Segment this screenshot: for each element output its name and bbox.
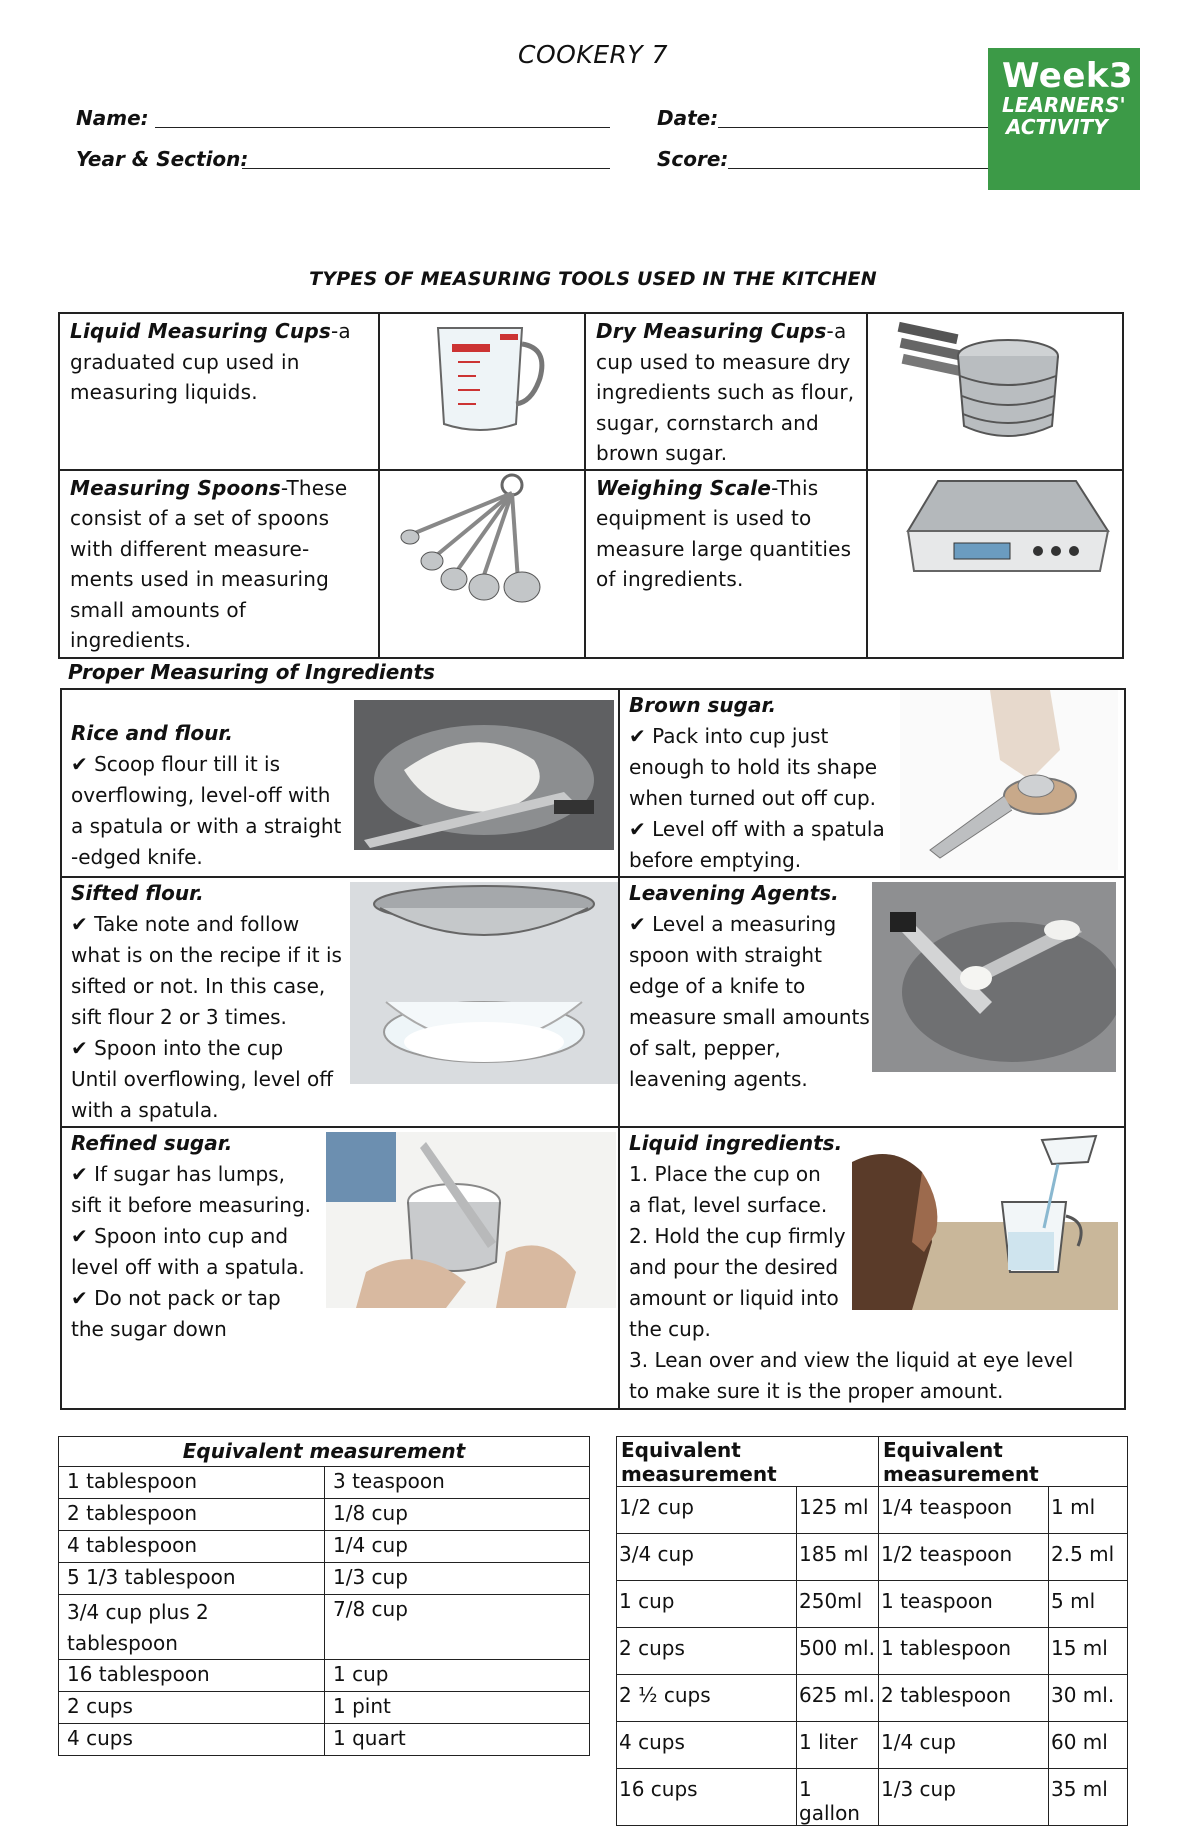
leavening-image (872, 882, 1116, 1072)
cell: 16 tablespoon (59, 1660, 325, 1692)
cell: 1 quart (325, 1724, 590, 1756)
cell: 5 1/3 tablespoon (59, 1563, 325, 1595)
table-row (59, 1467, 590, 1499)
page-title: COOKERY 7 (518, 40, 668, 69)
line: level off with a spatula. (71, 1255, 305, 1279)
line: to make sure it is the proper amount. (629, 1379, 1004, 1403)
line: 1. Place the cup on (629, 1162, 821, 1186)
refined-sugar-cell (61, 1127, 619, 1409)
cell: 1/4 cup (325, 1531, 590, 1563)
tool-weighing-scale (585, 470, 867, 658)
cell: 2 tablespoon (879, 1675, 1049, 1722)
equivalent-table-left (58, 1436, 590, 1756)
cell: 1/2 cup (617, 1487, 797, 1534)
tool-desc: -This equipment is used to measure large quantities of ingredients. (596, 475, 852, 591)
tool-desc: -a cup used to measure dry ingredients such as flour, sugar, cornstarch and brown sugar. (596, 319, 855, 465)
line: measure small amounts (629, 1005, 870, 1029)
cell: 1 teaspoon (879, 1581, 1049, 1628)
equivalent-table-right (616, 1436, 1128, 1826)
table-row (59, 1531, 590, 1563)
line: before emptying. (629, 848, 802, 872)
line: leavening agents. (629, 1067, 808, 1091)
tool-name: Liquid Measuring Cups (70, 319, 331, 343)
measuring-spoons-image (379, 470, 585, 658)
line: ✔ Spoon into the cup (71, 1036, 284, 1060)
line: edge of a knife to (629, 974, 806, 998)
cell: 30 ml. (1049, 1675, 1128, 1722)
cell: 4 cups (617, 1722, 797, 1769)
badge-week: Week3 (1002, 56, 1134, 96)
cell: 1 tablespoon (879, 1628, 1049, 1675)
table-row (59, 1660, 590, 1692)
cell: 7/8 cup (325, 1595, 590, 1660)
cell: 3/4 cup plus 2 tablespoon (59, 1595, 325, 1660)
table-row (617, 1628, 1128, 1675)
eq-left-header: Equivalent measurement (59, 1437, 590, 1467)
cell: 1 liter (797, 1722, 879, 1769)
cell: 1/3 cup (879, 1769, 1049, 1826)
cell: 250ml (797, 1581, 879, 1628)
tools-table (58, 312, 1124, 659)
section-title: TYPES OF MEASURING TOOLS USED IN THE KITCHEN (309, 268, 877, 290)
table-row (617, 1534, 1128, 1581)
cell: 1 cup (325, 1660, 590, 1692)
line: overflowing, level-off with (71, 783, 331, 807)
cell: 1/4 cup (879, 1722, 1049, 1769)
tool-measuring-spoons (59, 470, 379, 658)
dry-cups-image (867, 313, 1123, 470)
table-row (617, 1487, 1128, 1534)
rice-flour-image (354, 700, 614, 850)
proper-measuring-title: Proper Measuring of Ingredients (68, 660, 435, 684)
date-label: Date: (657, 106, 719, 130)
cell: 2 tablespoon (59, 1499, 325, 1531)
line: the sugar down (71, 1317, 227, 1341)
cell: 2.5 ml (1049, 1534, 1128, 1581)
line: Until overflowing, level off (71, 1067, 333, 1091)
table-row (617, 1722, 1128, 1769)
cell: 3/4 cup (617, 1534, 797, 1581)
refined-sugar-image (326, 1132, 616, 1308)
tool-desc: -a graduated cup used in measuring liquids. (70, 319, 351, 404)
tool-liquid-cups (59, 313, 379, 470)
tool-name: Measuring Spoons (70, 475, 281, 500)
table-row (617, 1769, 1128, 1826)
line: sift flour 2 or 3 times. (71, 1005, 287, 1029)
cell: 1 gallon (797, 1769, 879, 1826)
brown-sugar-image (900, 690, 1118, 870)
cell: 125 ml (797, 1487, 879, 1534)
line: 3. Lean over and view the liquid at eye level (629, 1348, 1074, 1372)
sifted-flour-heading: Sifted flour. (71, 881, 204, 905)
rice-flour-heading: Rice and flour. (71, 721, 233, 745)
cell: 1 tablespoon (59, 1467, 325, 1499)
cell: 2 ½ cups (617, 1675, 797, 1722)
table-row (617, 1581, 1128, 1628)
score-label: Score: (657, 147, 729, 171)
cell: 60 ml (1049, 1722, 1128, 1769)
proper-measuring-table (60, 688, 1126, 1410)
cell: 1/2 teaspoon (879, 1534, 1049, 1581)
line: sifted or not. In this case, (71, 974, 326, 998)
cell: 500 ml. (797, 1628, 879, 1675)
line: when turned out off cup. (629, 786, 877, 810)
date-field[interactable] (718, 104, 990, 128)
liquid-ingredients-heading: Liquid ingredients. (629, 1131, 843, 1155)
line: ✔ If sugar has lumps, (71, 1162, 285, 1186)
table-row (59, 1563, 590, 1595)
name-field[interactable] (155, 104, 610, 128)
cell: 1 cup (617, 1581, 797, 1628)
line: -edged knife. (71, 845, 203, 869)
cell: 2 cups (617, 1628, 797, 1675)
cell: 1/8 cup (325, 1499, 590, 1531)
leavening-cell (619, 877, 1125, 1127)
tool-name: Weighing Scale (596, 475, 772, 500)
table-row (59, 1595, 590, 1660)
cell: 16 cups (617, 1769, 797, 1826)
cell: 1/4 teaspoon (879, 1487, 1049, 1534)
line: amount or liquid into (629, 1286, 839, 1310)
week-badge (988, 48, 1140, 190)
liquid-ingredients-image (852, 1132, 1118, 1310)
cell: 4 cups (59, 1724, 325, 1756)
cell: 1 pint (325, 1692, 590, 1724)
eq-right-header-2: Equivalent measurement (879, 1437, 1128, 1487)
year-section-label: Year & Section: (76, 147, 249, 171)
line: ✔ Spoon into cup and (71, 1224, 289, 1248)
line: spoon with straight (629, 943, 822, 967)
line: a spatula or with a straight (71, 814, 342, 838)
line: ✔ Level a measuring (629, 912, 837, 936)
sifted-flour-image (350, 882, 618, 1084)
refined-sugar-heading: Refined sugar. (71, 1131, 233, 1155)
line: ✔ Take note and follow (71, 912, 300, 936)
line: ✔ Level off with a spatula (629, 817, 885, 841)
cell: 35 ml (1049, 1769, 1128, 1826)
line: with a spatula. (71, 1098, 219, 1122)
tool-dry-cups (585, 313, 867, 470)
cell: 3 teaspoon (325, 1467, 590, 1499)
line: ✔ Pack into cup just (629, 724, 829, 748)
leavening-heading: Leavening Agents. (629, 881, 839, 905)
eq-right-header-1: Equivalent measurement (617, 1437, 879, 1487)
cell: 1/3 cup (325, 1563, 590, 1595)
cell: 1 ml (1049, 1487, 1128, 1534)
cell: 5 ml (1049, 1581, 1128, 1628)
line: of salt, pepper, (629, 1036, 781, 1060)
badge-line1: LEARNERS' (1002, 93, 1126, 117)
year-section-field[interactable] (242, 145, 610, 169)
weighing-scale-image (867, 470, 1123, 658)
sifted-flour-cell (61, 877, 619, 1127)
brown-sugar-cell (619, 689, 1125, 877)
cell: 4 tablespoon (59, 1531, 325, 1563)
line: a flat, level surface. (629, 1193, 828, 1217)
brown-sugar-heading: Brown sugar. (629, 693, 777, 717)
tool-name: Dry Measuring Cups (596, 319, 827, 343)
cell: 625 ml. (797, 1675, 879, 1722)
liquid-ingredients-cell (619, 1127, 1125, 1409)
tool-desc: -These consist of a set of spoons with different measure-ments used in measuring small amounts of ingredients. (70, 475, 348, 652)
cell: 15 ml (1049, 1628, 1128, 1675)
line: what is on the recipe if it is (71, 943, 342, 967)
cell: 185 ml (797, 1534, 879, 1581)
line: sift it before measuring. (71, 1193, 311, 1217)
line: 2. Hold the cup firmly (629, 1224, 846, 1248)
table-row (59, 1499, 590, 1531)
table-row (59, 1724, 590, 1756)
line: ✔ Do not pack or tap (71, 1286, 281, 1310)
name-label: Name: (76, 106, 149, 130)
rice-flour-cell (61, 689, 619, 877)
line: the cup. (629, 1317, 711, 1341)
line: ✔ Scoop flour till it is (71, 752, 281, 776)
liquid-cup-image (379, 313, 585, 470)
table-row (59, 1692, 590, 1724)
line: and pour the desired (629, 1255, 839, 1279)
table-row (617, 1675, 1128, 1722)
badge-line2: ACTIVITY (1006, 115, 1108, 139)
line: enough to hold its shape (629, 755, 878, 779)
cell: 2 cups (59, 1692, 325, 1724)
score-field[interactable] (728, 145, 990, 169)
